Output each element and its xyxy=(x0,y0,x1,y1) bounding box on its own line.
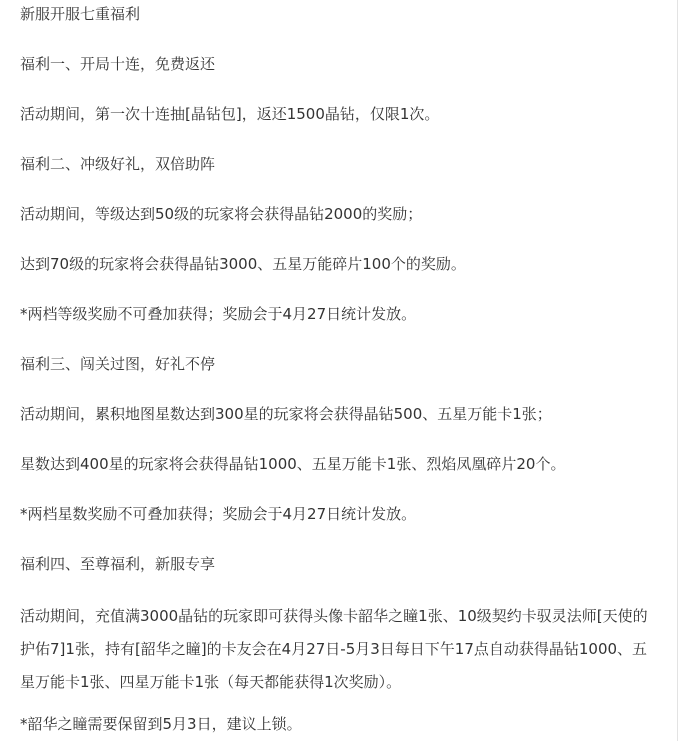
paragraph-6: 活动期间，充值满3000晶钻的玩家即可获得头像卡韶华之瞳1张、10级契约卡驭灵法师[天使的护佑7]1张，持有[韶华之瞳]的卡友会在4月27日-5月3日每日下午17点自动获得晶钻1000、五星万能卡1张、四星万能卡1张（每天都能获得1次奖励）。 xyxy=(20,607,648,691)
note-3: *韶华之瞳需要保留到5月3日，建议上锁。 xyxy=(20,715,302,733)
section-heading-1: 福利一、开局十连，免费返还 xyxy=(20,55,216,73)
section-heading-4: 福利四、至尊福利，新服专享 xyxy=(20,555,216,573)
paragraph-3: 达到70级的玩家将会获得晶钻3000、五星万能碎片100个的奖励。 xyxy=(20,255,466,273)
paragraph-1: 活动期间，第一次十连抽[晶钻包]，返还1500晶钻，仅限1次。 xyxy=(20,105,440,123)
note-1: *两档等级奖励不可叠加获得；奖励会于4月27日统计发放。 xyxy=(20,305,417,323)
content-right-border xyxy=(677,0,678,741)
section-heading-3: 福利三、闯关过图，好礼不停 xyxy=(20,355,216,373)
article-title: 新服开服七重福利 xyxy=(20,5,141,23)
section-heading-2: 福利二、冲级好礼，双倍助阵 xyxy=(20,155,216,173)
paragraph-4: 活动期间，累积地图星数达到300星的玩家将会获得晶钻500、五星万能卡1张； xyxy=(20,405,552,423)
paragraph-5: 星数达到400星的玩家将会获得晶钻1000、五星万能卡1张、烈焰凤凰碎片20个。 xyxy=(20,455,566,473)
note-2: *两档星数奖励不可叠加获得；奖励会于4月27日统计发放。 xyxy=(20,505,417,523)
paragraph-2: 活动期间，等级达到50级的玩家将会获得晶钻2000的奖励； xyxy=(20,205,423,223)
